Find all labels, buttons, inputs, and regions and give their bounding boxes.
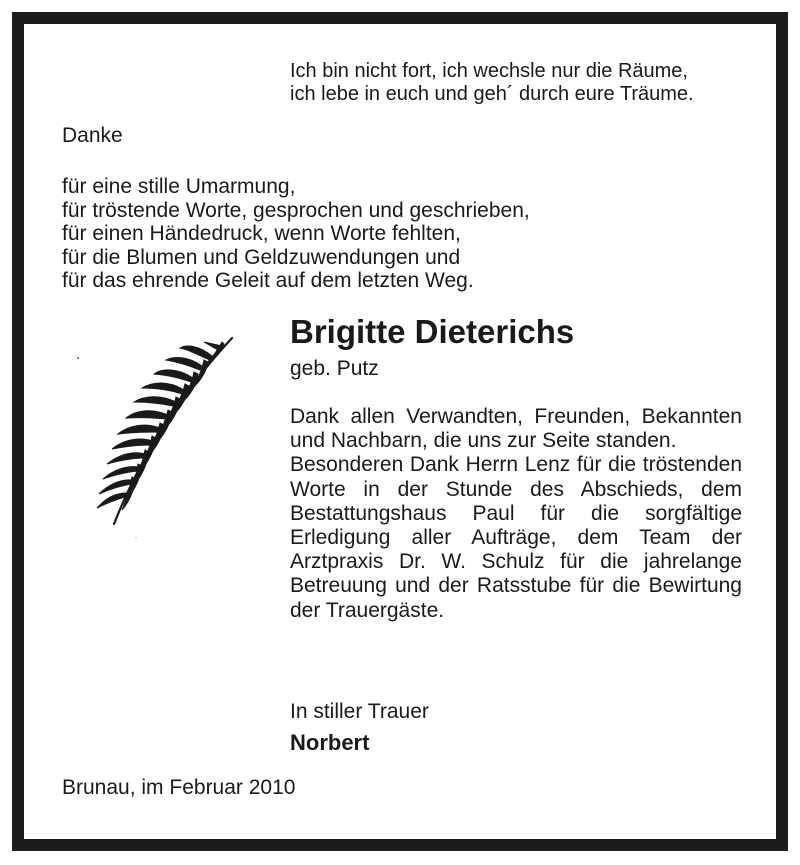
quote-line: ich lebe in euch und geh´ durch eure Träume.	[290, 83, 694, 105]
thanks-line: für tröstende Worte, gesprochen und geschrieben,	[62, 198, 530, 222]
place-date: Brunau, im Februar 2010	[62, 776, 296, 799]
thanks-line: für einen Händedruck, wenn Worte fehlten,	[62, 222, 461, 246]
signer-name: Norbert	[290, 730, 370, 755]
palm-leaf-icon	[72, 328, 242, 538]
acknowledgement-text	[290, 405, 742, 623]
danke-heading: Danke	[62, 124, 123, 147]
thanks-list	[62, 175, 530, 293]
thanks-line: für die Blumen und Geldzuwendungen und	[62, 245, 461, 269]
mourning-phrase: In stiller Trauer	[290, 700, 429, 723]
quote	[290, 60, 694, 106]
acknowledgement-paragraph: Dank allen Verwandten, Freunden, Bekannten und Nachbarn, die uns zur Seite standen.	[290, 405, 742, 453]
maiden-name: geb. Putz	[290, 357, 379, 380]
quote-line: Ich bin nicht fort, ich wechsle nur die Räume,	[290, 60, 688, 82]
thanks-line: für eine stille Umarmung,	[62, 175, 296, 198]
acknowledgement-paragraph: Besonderen Dank Herrn Lenz für die tröstenden Worte in der Stunde des Abschieds, dem Bestattungshaus Paul für die sorgfältige Erledigung aller Aufträge, dem Team der Arztpraxis Dr. W. Schulz für die jahrelange Betreuung und der Ratsstube für die Bewirtung der Trauergäste.	[290, 453, 742, 622]
thanks-line: für das ehrende Geleit auf dem letzten Weg.	[62, 269, 474, 293]
deceased-name: Brigitte Dieterichs	[290, 313, 575, 350]
